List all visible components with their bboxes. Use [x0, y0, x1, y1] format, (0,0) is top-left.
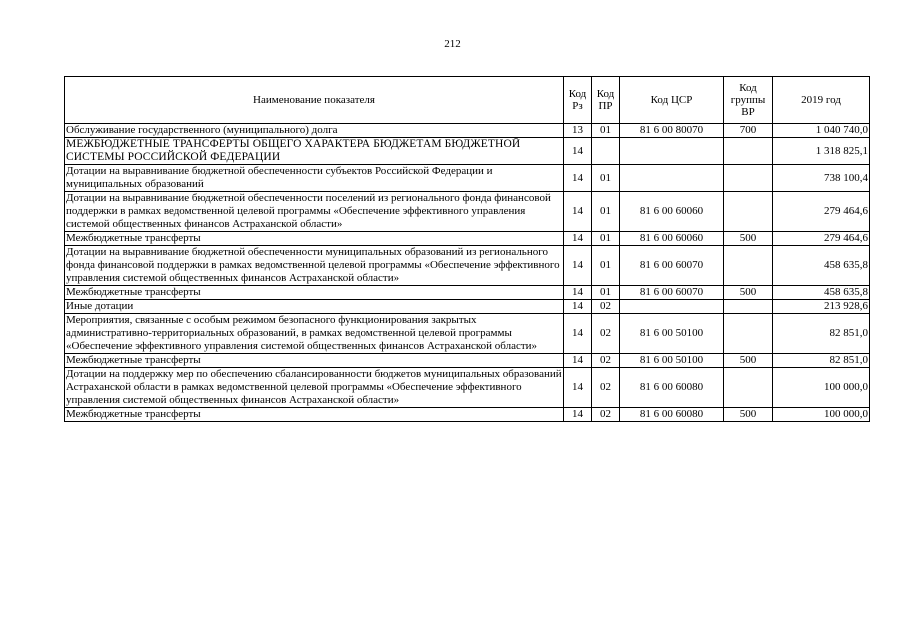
- cell-vr: [724, 138, 773, 165]
- cell-name: Межбюджетные трансферты: [65, 232, 564, 246]
- table-row: [65, 246, 870, 286]
- table-row: [65, 138, 870, 165]
- cell-name: Дотации на поддержку мер по обеспечению сбалансированности бюджетов муниципальных образований Астраханской области в рамках ведомственной целевой программы «Обеспечение эффективного управления системой общественных финансов Астраханской области»: [66, 368, 562, 406]
- cell-name: Межбюджетные трансферты: [65, 408, 564, 422]
- cell-name: Дотации на выравнивание бюджетной обеспеченности поселений из регионального фонда финансовой поддержки в рамках ведомственной целевой программы «Обеспечение эффективного управления системой общественных финансов Астраханской области»: [65, 192, 564, 232]
- cell-name: Дотации на выравнивание бюджетной обеспеченности муниципальных образований из регионального фонда финансовой поддержки в рамках ведомственной целевой программы «Обеспечение эффективного управления системой общественных финансов Астраханской области»: [65, 246, 564, 286]
- cell-rz: 14: [564, 165, 592, 192]
- cell-value: 738 100,4: [773, 165, 870, 192]
- cell-name: Межбюджетные трансферты: [65, 354, 564, 368]
- cell-pr: 01: [592, 192, 620, 232]
- cell-vr: [724, 314, 773, 354]
- cell-name: МЕЖБЮДЖЕТНЫЕ ТРАНСФЕРТЫ ОБЩЕГО ХАРАКТЕРА БЮДЖЕТАМ БЮДЖЕТНОЙ СИСТЕМЫ РОССИЙСКОЙ ФЕДЕРАЦИИ: [65, 138, 564, 165]
- cell-value: 458 635,8: [773, 246, 870, 286]
- cell-rz: 14: [564, 192, 592, 232]
- table-row: [65, 408, 870, 422]
- cell-pr: 02: [592, 408, 620, 422]
- cell-value: 1 040 740,0: [773, 124, 870, 138]
- cell-csr: [620, 138, 724, 165]
- cell-vr: 500: [724, 354, 773, 368]
- header-csr: Код ЦСР: [620, 77, 724, 124]
- cell-value: 82 851,0: [773, 354, 870, 368]
- cell-vr: 500: [724, 408, 773, 422]
- table-header-row: [65, 77, 870, 124]
- cell-csr: [620, 300, 724, 314]
- cell-pr: [592, 138, 620, 165]
- table-row: [65, 354, 870, 368]
- page-number: 212: [444, 38, 461, 50]
- cell-name: Дотации на выравнивание бюджетной обеспеченности субъектов Российской Федерации и муниципальных образований: [65, 165, 564, 192]
- cell-csr: 81 6 00 60060: [620, 192, 724, 232]
- cell-vr: 500: [724, 232, 773, 246]
- header-name: Наименование показателя: [65, 77, 564, 124]
- cell-csr: 81 6 00 60080: [620, 408, 724, 422]
- cell-rz: 13: [564, 124, 592, 138]
- header-pr: Код ПР: [592, 77, 620, 124]
- cell-value: 1 318 825,1: [773, 138, 870, 165]
- cell-rz: 14: [564, 286, 592, 300]
- cell-csr: 81 6 00 50100: [620, 354, 724, 368]
- cell-pr: 02: [592, 368, 620, 408]
- cell-csr: 81 6 00 60070: [620, 286, 724, 300]
- cell-pr: 01: [592, 124, 620, 138]
- cell-pr: 01: [592, 246, 620, 286]
- cell-vr: [724, 300, 773, 314]
- cell-rz: 14: [564, 314, 592, 354]
- header-vr: Код группы ВР: [724, 77, 773, 124]
- cell-csr: 81 6 00 80070: [620, 124, 724, 138]
- cell-rz: 14: [564, 368, 592, 408]
- cell-csr: 81 6 00 50100: [620, 314, 724, 354]
- cell-csr: 81 6 00 60060: [620, 232, 724, 246]
- table-row: [65, 192, 870, 232]
- table-row: [65, 314, 870, 354]
- cell-name: Иные дотации: [65, 300, 564, 314]
- cell-rz: 14: [564, 246, 592, 286]
- cell-vr: 500: [724, 286, 773, 300]
- cell-name: Мероприятия, связанные с особым режимом безопасного функционирования закрытых административно-территориальных образований, в рамках ведомственной целевой программы «Обеспечение эффективного управления системой общественных финансов Астраханской области»: [65, 314, 564, 354]
- cell-value: 100 000,0: [773, 368, 870, 408]
- cell-pr: 01: [592, 232, 620, 246]
- cell-name: Обслуживание государственного (муниципального) долга: [65, 124, 564, 138]
- cell-pr: 02: [592, 300, 620, 314]
- cell-value: 279 464,6: [773, 192, 870, 232]
- cell-pr: 02: [592, 314, 620, 354]
- cell-vr: [724, 165, 773, 192]
- header-rz: Код Рз: [564, 77, 592, 124]
- cell-csr: 81 6 00 60080: [620, 368, 724, 408]
- cell-rz: 14: [564, 300, 592, 314]
- cell-vr: [724, 246, 773, 286]
- cell-csr: [620, 165, 724, 192]
- header-year: 2019 год: [773, 77, 870, 124]
- table-row: [65, 286, 870, 300]
- table-row: [65, 165, 870, 192]
- cell-vr: [724, 192, 773, 232]
- budget-table: [64, 76, 870, 422]
- cell-vr: [724, 368, 773, 408]
- cell-rz: 14: [564, 408, 592, 422]
- cell-pr: 01: [592, 165, 620, 192]
- cell-value: 82 851,0: [773, 314, 870, 354]
- cell-pr: 02: [592, 354, 620, 368]
- cell-vr: 700: [724, 124, 773, 138]
- table-row: [65, 368, 870, 408]
- cell-value: 458 635,8: [773, 286, 870, 300]
- cell-value: 279 464,6: [773, 232, 870, 246]
- cell-rz: 14: [564, 354, 592, 368]
- table-row: [65, 300, 870, 314]
- cell-value: 100 000,0: [773, 408, 870, 422]
- cell-rz: 14: [564, 232, 592, 246]
- cell-csr: 81 6 00 60070: [620, 246, 724, 286]
- table-row: [65, 124, 870, 138]
- cell-value: 213 928,6: [773, 300, 870, 314]
- table-row: [65, 232, 870, 246]
- cell-pr: 01: [592, 286, 620, 300]
- cell-name: Межбюджетные трансферты: [65, 286, 564, 300]
- cell-rz: 14: [564, 138, 592, 165]
